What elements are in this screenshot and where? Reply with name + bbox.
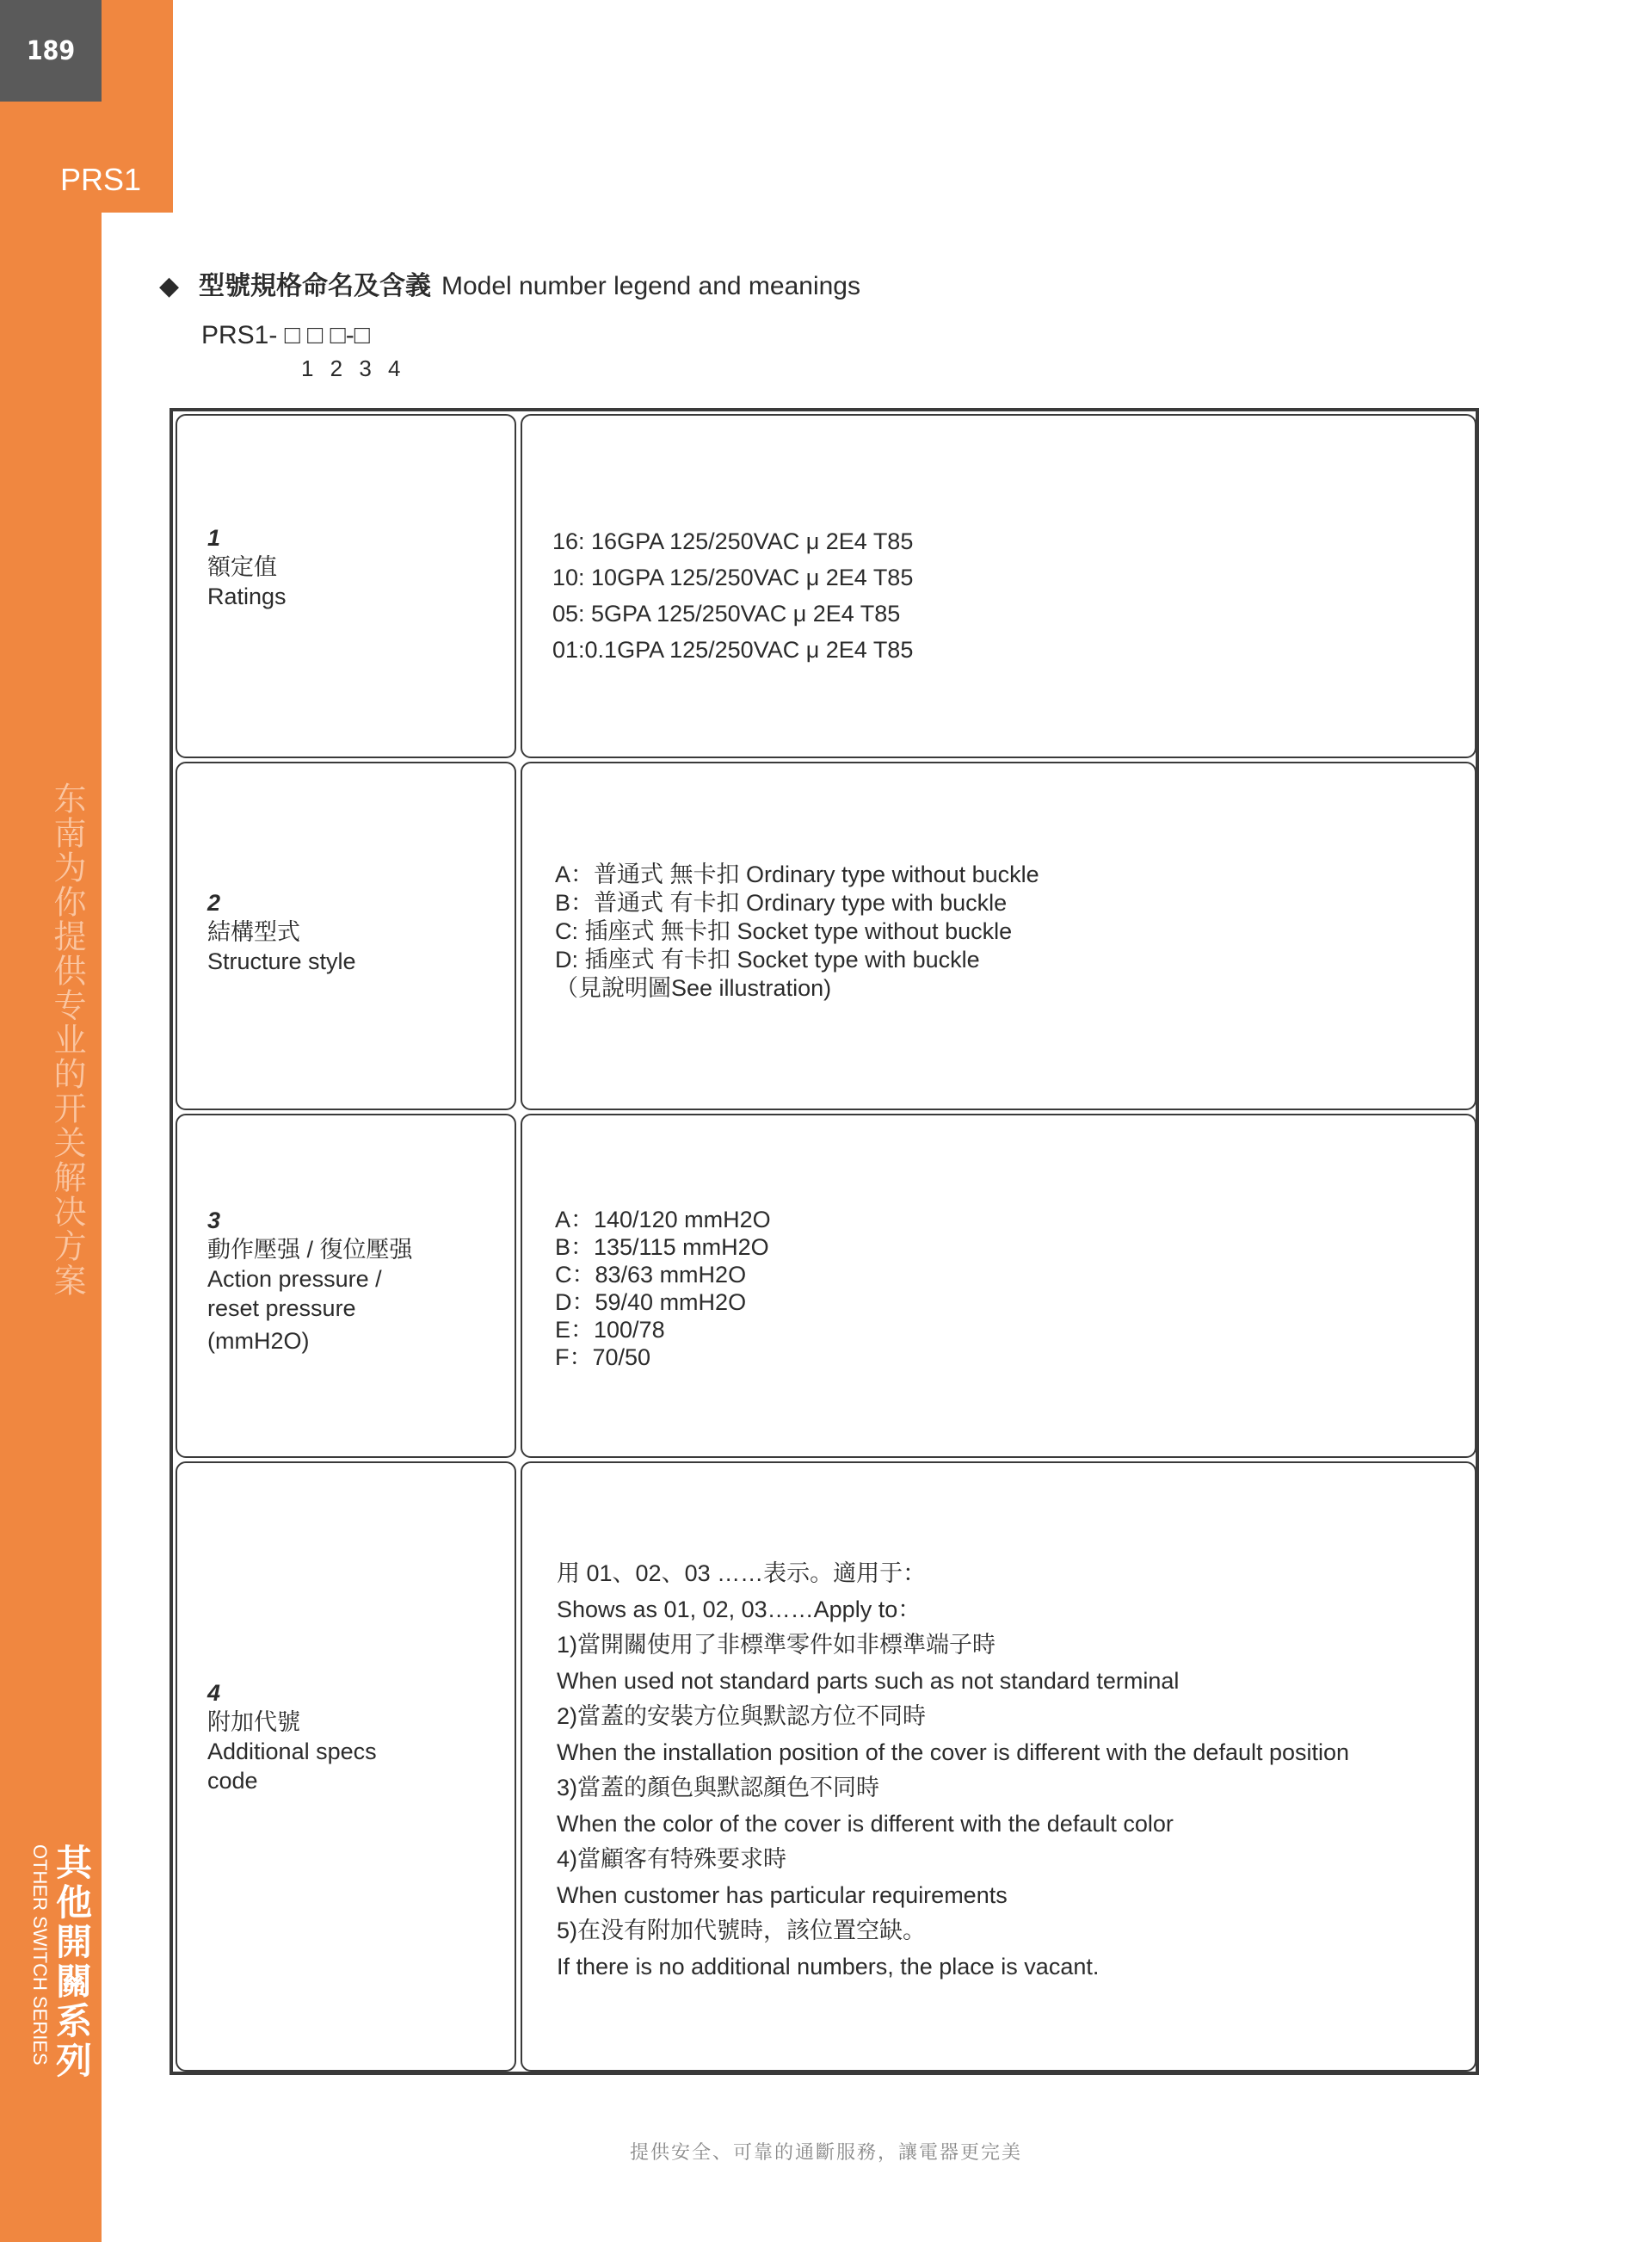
list-item: 1)當開關使用了非標準零件如非標準端子時	[557, 1632, 996, 1658]
table-row	[173, 1114, 1476, 1458]
model-pattern: PRS1- □ □ □-□	[201, 321, 370, 349]
list-item: B：普通式 有卡扣 Ordinary type with buckle	[555, 890, 1008, 916]
row-label-cell	[176, 414, 516, 758]
series-title-en: OTHER SWITCH SERIES	[29, 1844, 51, 2066]
spec-table	[170, 408, 1479, 2075]
row-name-en: reset pressure	[207, 1295, 356, 1321]
heading-cn: 型號規格命名及含義	[199, 272, 431, 300]
list-item: If there is no additional numbers, the place is vacant.	[557, 1953, 1100, 1980]
list-item: 5)在没有附加代號時，該位置空缺。	[557, 1918, 927, 1943]
list-item: When used not standard parts such as not standard terminal	[557, 1667, 1180, 1694]
list-item: C: 插座式 無卡扣 Socket type without buckle	[555, 918, 1013, 944]
row-content	[555, 1206, 771, 1371]
series-title-cn: 其他開關系列	[52, 1844, 92, 2081]
row-content	[555, 861, 1039, 1003]
row-name-en: Additional specs	[207, 1739, 377, 1764]
list-item: Shows as 01, 02, 03……Apply to：	[557, 1596, 922, 1622]
list-item: F：70/50	[555, 1344, 651, 1370]
row-label	[207, 1678, 377, 1795]
row-number: 3	[207, 1207, 221, 1233]
page-number: 189	[0, 0, 102, 102]
row-content-cell	[521, 1461, 1476, 2072]
row-number: 1	[207, 525, 221, 551]
list-item: When customer has particular requirements	[557, 1881, 1008, 1908]
row-name-en: (mmH2O)	[207, 1328, 310, 1354]
row-name-en: Action pressure /	[207, 1266, 382, 1292]
side-slogan: 东南为你提供专业的开关解决方案	[48, 781, 84, 1298]
row-number: 2	[207, 890, 221, 916]
row-name-cn: 附加代號	[207, 1709, 300, 1735]
list-item: （見說明圖See illustration)	[555, 975, 832, 1001]
list-item: B：135/115 mmH2O	[555, 1234, 769, 1260]
row-content	[557, 1556, 1349, 1985]
list-item: When the color of the cover is different with the default color	[557, 1810, 1174, 1837]
position-numbers: 1 2 3 4	[301, 355, 401, 381]
row-content-cell	[521, 762, 1476, 1110]
product-code: PRS1	[60, 162, 142, 197]
row-number: 4	[207, 1680, 221, 1706]
row-name-en: Structure style	[207, 948, 356, 974]
row-label-cell	[176, 762, 516, 1110]
list-item: 05: 5GPA 125/250VAC μ 2E4 T85	[552, 601, 901, 627]
list-item: A：140/120 mmH2O	[555, 1207, 771, 1232]
row-content-cell	[521, 1114, 1476, 1458]
row-content-cell	[521, 414, 1476, 758]
list-item: D：59/40 mmH2O	[555, 1289, 747, 1315]
list-item: 01:0.1GPA 125/250VAC μ 2E4 T85	[552, 637, 914, 663]
row-label	[207, 1206, 413, 1356]
list-item: E：100/78	[555, 1317, 665, 1343]
row-label	[207, 888, 356, 976]
list-item: 2)當蓋的安裝方位與默認方位不同時	[557, 1703, 927, 1729]
row-name-cn: 動作壓强 / 復位壓强	[207, 1237, 413, 1263]
row-label-cell	[176, 1461, 516, 2072]
diamond-bullet-icon: ◆	[159, 272, 180, 300]
list-item: 10: 10GPA 125/250VAC μ 2E4 T85	[552, 565, 914, 590]
table-row	[173, 1461, 1476, 2072]
list-item: C：83/63 mmH2O	[555, 1262, 747, 1288]
section-heading	[159, 264, 860, 302]
heading-en: Model number legend and meanings	[441, 272, 860, 300]
list-item: D: 插座式 有卡扣 Socket type with buckle	[555, 947, 980, 973]
row-name-cn: 結構型式	[207, 919, 300, 945]
row-label	[207, 523, 287, 611]
row-content	[552, 523, 913, 668]
row-name-en: Ratings	[207, 584, 287, 609]
list-item: 16: 16GPA 125/250VAC μ 2E4 T85	[552, 528, 914, 554]
row-name-cn: 額定值	[207, 554, 277, 580]
table-row	[173, 411, 1476, 758]
list-item: 用 01、02、03 ……表示。適用于：	[557, 1560, 927, 1586]
footer-slogan: 提供安全、可靠的通斷服務，讓電器更完美	[629, 2141, 1022, 2163]
row-name-en: code	[207, 1768, 258, 1794]
table-row	[173, 762, 1476, 1110]
list-item: A：普通式 無卡扣 Ordinary type without buckle	[555, 862, 1039, 887]
list-item: When the installation position of the cover is different with the default position	[557, 1739, 1350, 1765]
list-item: 3)當蓋的顏色與默認顏色不同時	[557, 1775, 880, 1800]
list-item: 4)當顧客有特殊要求時	[557, 1846, 787, 1872]
row-label-cell	[176, 1114, 516, 1458]
